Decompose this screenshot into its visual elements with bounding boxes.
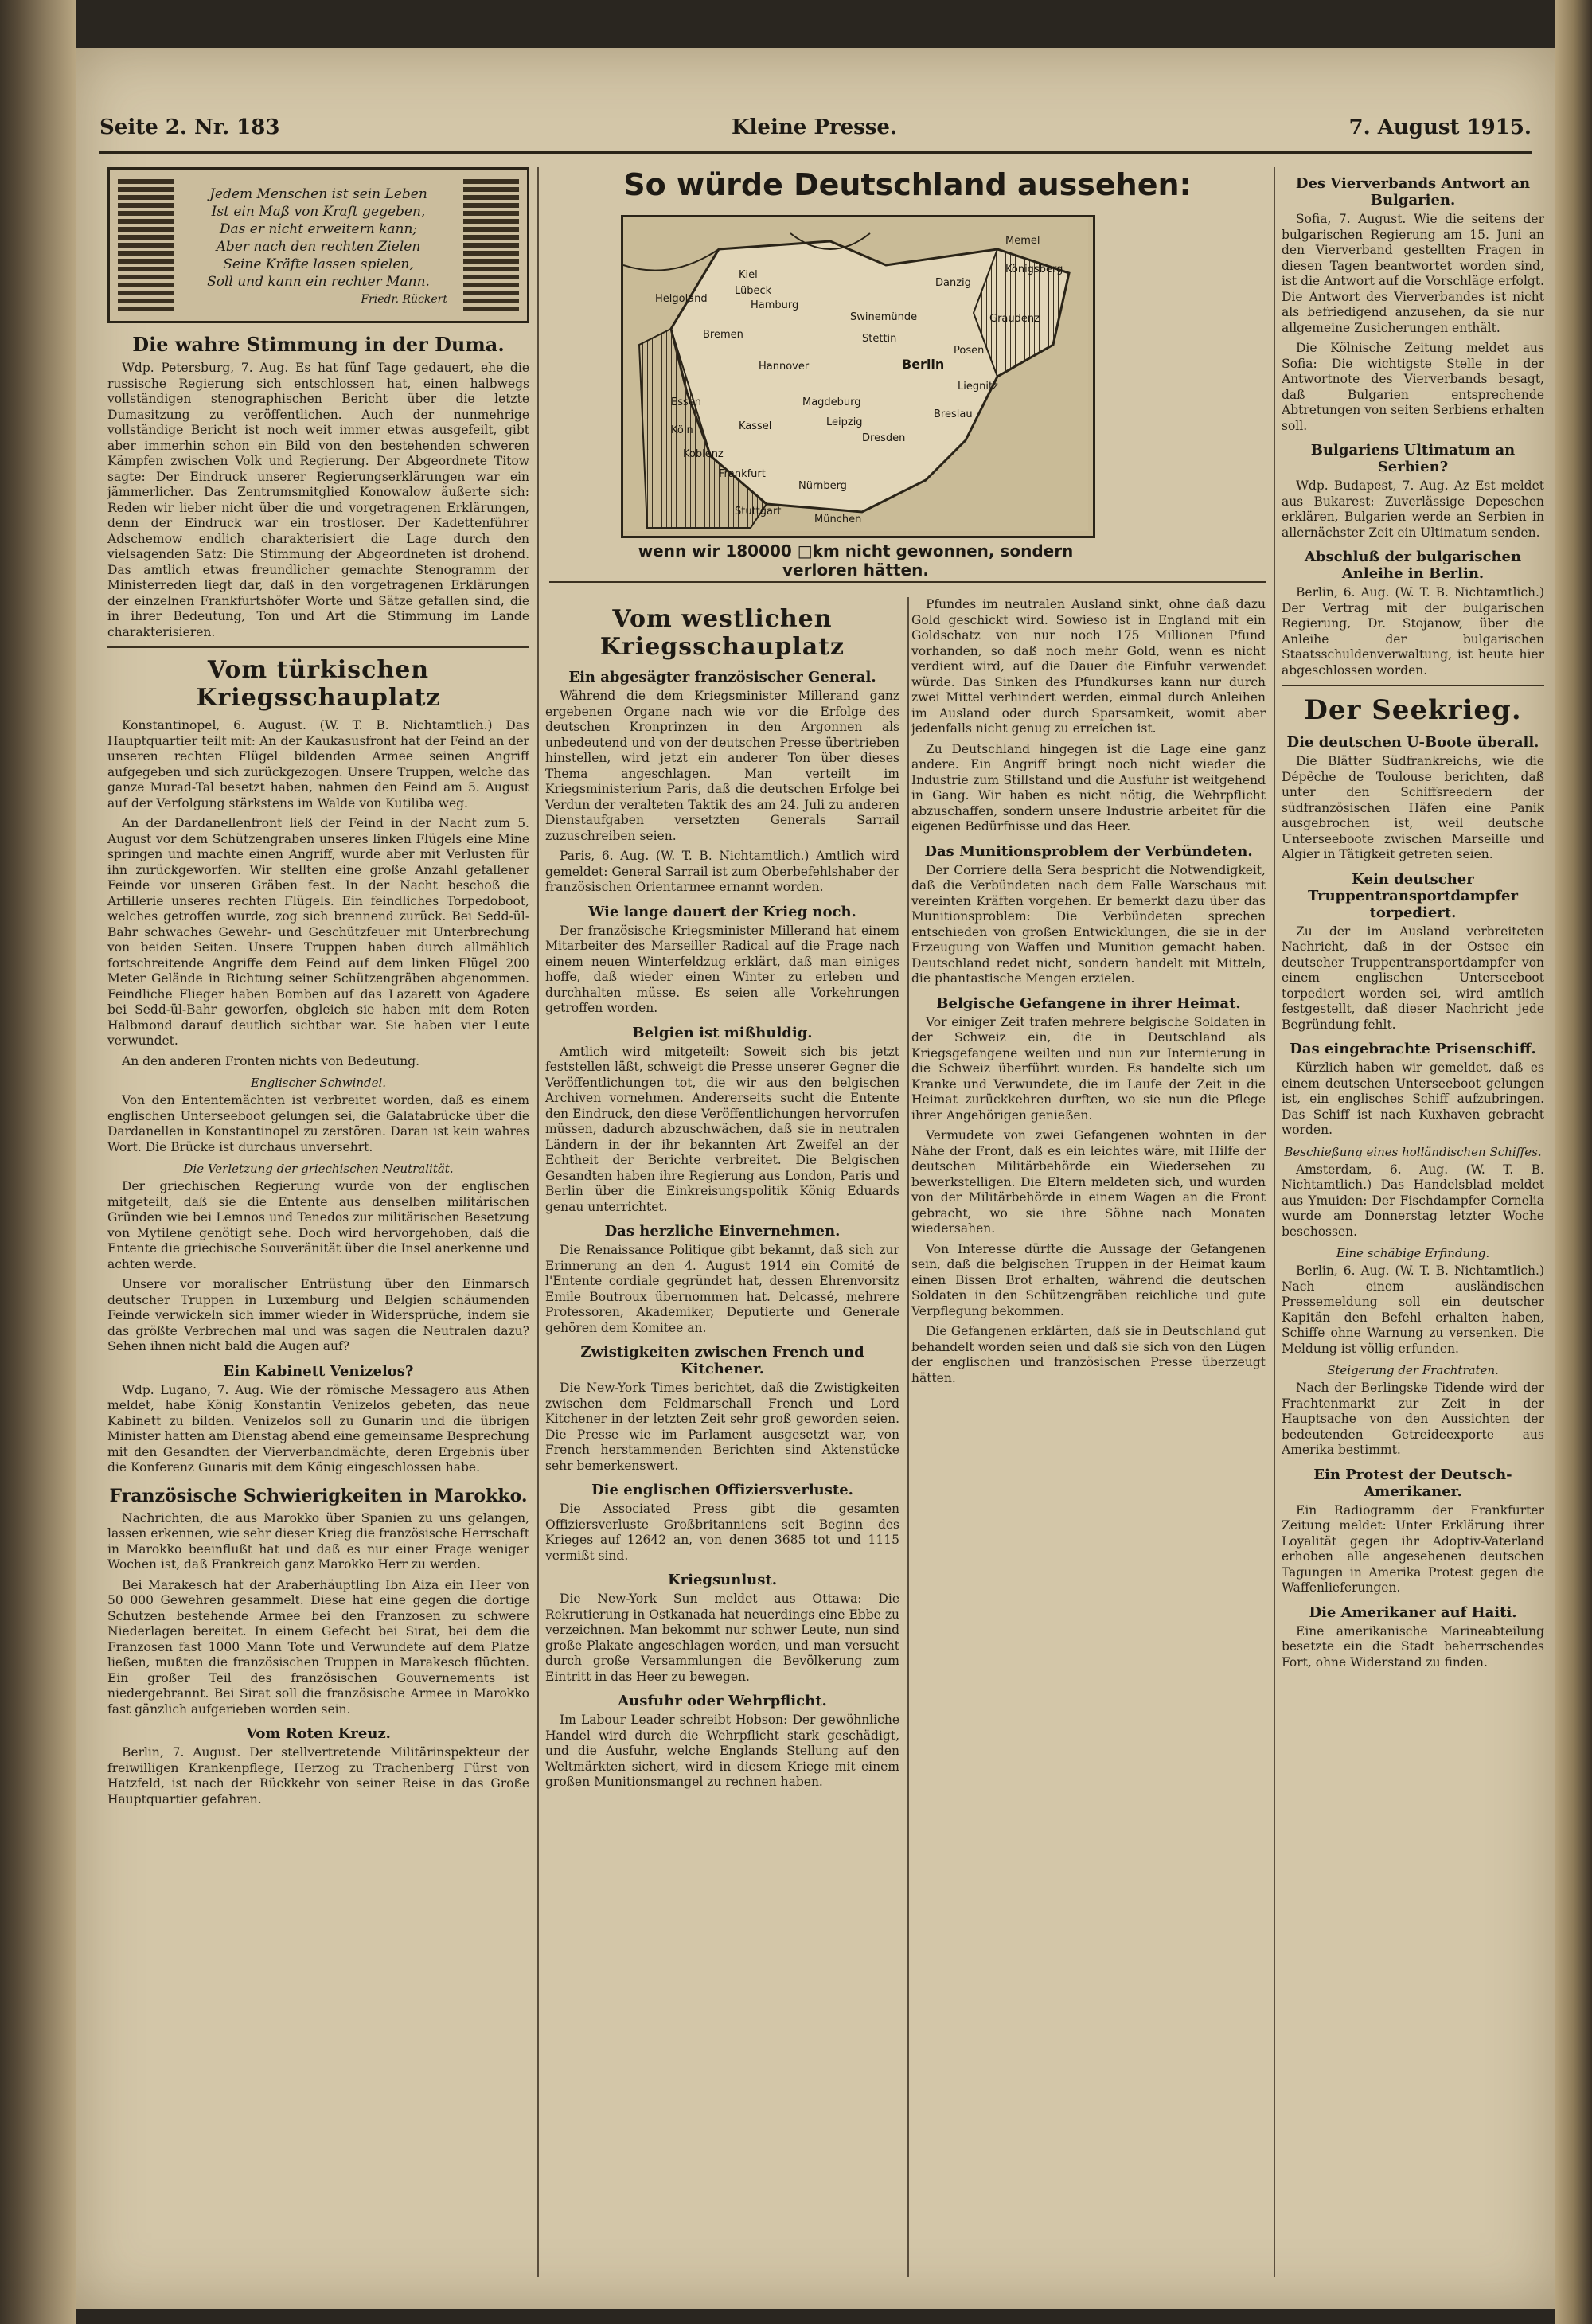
map-title: So würde Deutschland aussehen: — [623, 167, 1192, 202]
section-headline: Vom türkischen Kriegsschauplatz — [196, 656, 441, 712]
place-label: Berlin — [902, 357, 945, 372]
headline: Das eingebrachte Prisenschiff. — [1290, 1041, 1536, 1057]
place-label: Hamburg — [751, 299, 799, 311]
ornament-icon — [118, 176, 174, 311]
subheadline: Steigerung der Frachtraten. — [1327, 1363, 1499, 1377]
poem-box — [107, 167, 529, 323]
place-label: Memel — [1005, 235, 1040, 247]
article-text: Konstantinopel, 6. August. (W. T. B. Nichtamtlich.) Das Hauptquartier teilt mit: An der Kaukasusfront hat der Feind an der unseren rechten Flügel bildenden Armee seinen Angriff aufgegeben und sich zurückgezogen. Unsere Truppen, welche das ganze Murad-Tal besetzt haben, nahmen den Feind am 5. August auf der Verfolgung stärkstens im Walde von Kutiliba weg. — [107, 718, 529, 810]
subheadline: Beschießung eines holländischen Schiffes. — [1284, 1144, 1542, 1159]
section-headline: Der Seekrieg. — [1304, 694, 1522, 726]
article-text: Berlin, 6. Aug. (W. T. B. Nichtamtlich.) Der Vertrag mit der bulgarischen Regierung, Dr. Stojanow, über die Anleihe der bulgarischen Staatsschuldenverwaltung, ist heute hier abgeschlossen worden. — [1282, 585, 1544, 678]
place-label: Lübeck — [735, 285, 772, 297]
map-box — [549, 167, 1266, 583]
article-text: Zu der im Ausland verbreiteten Nachricht, daß in der Ostsee ein deutscher Truppentransportdampfer von einem englischen Unterseeboot torpediert worden sei, wird amtlich festgestellt, daß dieser Nachricht jede Begründung fehlt. — [1282, 924, 1544, 1032]
article-text: Wdp. Lugano, 7. Aug. Wie der römische Messagero aus Athen meldet, habe König Konstantin Venizelos gebeten, das neue Kabinett zu bilden. Venizelos soll zu Gunarin und die übrigen Minister hatten am Dienstag abend eine gemeinsame Besprechung mit den Gesandten der Vierverbandmächte, deren Ergebnis über die Konferenz Gunaris mit dem König eingeschlossen habe. — [107, 1382, 529, 1474]
headline: Das herzliche Einvernehmen. — [604, 1223, 841, 1240]
place-label: Leipzig — [826, 416, 863, 428]
ornament-icon — [463, 176, 519, 311]
place-label: Swinemünde — [850, 311, 918, 323]
article-text: Der französische Kriegsminister Millerand hat einem Mitarbeiter des Marseiller Radical auf die Frage nach einem neuen Winterfeldzug erklärt, daß man einiges hoffe, daß wieder einen Winter zu erleben und durchhalten müsse. Es seien alle Vorkehrungen getroffen worden. — [545, 923, 899, 1015]
headline: Die englischen Offiziersverluste. — [591, 1482, 853, 1498]
masthead — [100, 104, 1532, 154]
adjacent-page-edge — [1555, 0, 1592, 2324]
headline: Wie lange dauert der Krieg noch. — [588, 903, 856, 920]
divider — [1282, 685, 1544, 686]
article-text: Die New-York Sun meldet aus Ottawa: Die Rekrutierung in Ostkanada hat neuerdings eine Ebbe zu verzeichnen. Man bekommt nur schwer Leute, nun sind große Plakate angeschlagen worden, und man versucht durch große Versammlungen die Bevölkerung zum Eintritt in das Heer zu bewegen. — [545, 1592, 899, 1684]
article-text: Von Interesse dürfte die Aussage der Gefangenen sein, daß die belgischen Truppen in der Heimat kaum einen Bissen Brot erhalten, während die deutschen Soldaten in den Schützengräben reichliche und gute Verpflegung bekommen. — [911, 1241, 1266, 1318]
article-text: Die Renaissance Politique gibt bekannt, daß sich zur Erinnerung an den 4. August 1914 ein Comité de l'Entente cordiale gegründet hat, dessen Ehrenvorsitz Emile Boutroux übernommen hat. Delcassé, mehrere Professoren, Akademiker, Deputierte und Generale gehören dem Komitee an. — [545, 1243, 899, 1335]
issue-date: 7. August 1915. — [1348, 115, 1532, 139]
article-text: Unsere vor moralischer Entrüstung über den Einmarsch deutscher Truppen in Luxemburg und Belgien schäumenden Feinde verwickeln sich immer wieder in Widersprüche, indem sie das größte Verbrechen mal und was sagen die Neutralen dazu? Sehen ihnen nicht bald die Augen auf? — [107, 1277, 529, 1353]
headline: Ausfuhr oder Wehrpflicht. — [618, 1693, 827, 1709]
headline: Bulgariens Ultimatum an Serbien? — [1310, 442, 1516, 475]
article-text: Bei Marakesch hat der Araberhäuptling Ibn Aiza ein Heer von 50 000 Gewehren gesammelt. Diese hat eine gegen die dortige Schutzen bestehende Armee bei den Franzosen zu schwere Niederlagen bereitet. In einem Gefecht bei Sirat, bei dem die Franzosen fast 1000 Mann Tote und Verwundete auf dem Platze ließen, mußten die französischen Truppen in Marakesch flüchten. Ein großer Teil des französischen Gouvernements ist niedergebrannt. Bei Sirat soll die französische Armee in Marokko fast gänzlich aufgerieben worden sein. — [107, 1577, 529, 1717]
place-label: Danzig — [935, 277, 971, 289]
newspaper-title: Kleine Presse. — [731, 115, 898, 139]
headline: Belgien ist mißhuldig. — [632, 1024, 813, 1041]
article-text: Vermudete von zwei Gefangenen wohnten in der Nähe der Front, daß es ein leichtes wäre, mit Hilfe der deutschen Militärbehörde ein Wiedersehen zu bewerkstelligen. Die Eltern meldeten sich, und wurden von der Militärbehörde in einem Wagen an die Front gebracht, wo sie ihre Söhne nach Monaten wiedersahen. — [911, 1128, 1266, 1236]
article-text: Der Corriere della Sera bespricht die Notwendigkeit, daß die Verbündeten nach dem Falle Warschaus mit vereinten Kräften vorgehen. Er bemerkt dazu über das Munitionsproblem: Die Verbündeten sprechen entschieden von großen Entwicklungen, die sie in der Erzeugung von Waffen und Munition gemacht haben. Deutschland redet nicht, sondern handelt mit Mitteln, die phantastische Mengen erzielen. — [911, 862, 1266, 986]
article-text: Im Labour Leader schreibt Hobson: Der gewöhnliche Handel wird durch die Wehrpflicht stark geschädigt, und die Ausfuhr, welche Englands Stellung auf den Weltmärkten sichert, wird in diesem Kriege mit einem großen Munitionsmangel zu rechnen haben. — [545, 1713, 899, 1789]
article-text: Von den Ententemächten ist verbreitet worden, daß es einem englischen Unterseeboot gelungen sei, die Galatabrücke über die Dardanellen in Konstantinopel zu zerstören. Daran ist kein wahres Wort. Die Brücke ist durchaus unversehrt. — [107, 1093, 529, 1154]
place-label: Dresden — [862, 432, 906, 444]
article-text: Amtlich wird mitgeteilt: Soweit sich bis jetzt feststellen läßt, schweigt die Presse unserer Gegner die Veröffentlichungen tot, die wir aus den belgischen Archiven vornehmen. Andererseits sucht die Entente den Eindruck, den diese Veröffentlichungen hervorrufen müssen, dadurch abzuschwächen, daß sie in neutralen Ländern in der ihr bekannten Art Zweifel an der Echtheit der Berichte verbreitet. Die Belgischen Gesandten haben ihre Regierung aus London, Paris und Berlin über die Einkreisungspolitik König Eduards genau unterrichtet. — [545, 1044, 899, 1214]
place-label: Graudenz — [989, 313, 1040, 325]
place-label: Kiel — [739, 269, 758, 281]
subheadline: Englischer Schwindel. — [250, 1076, 387, 1090]
article-text: Sofia, 7. August. Wie die seitens der bulgarischen Regierung am 15. Juni an den Vierverband gestellten Fragen in diesen Tagen beantwortet worden sind, ist die Antwort auf die Vorschläge erfolgt. Die Antwort des Vierverbandes ist nicht als befriedigend anzusehen, da sie nur allgemeine Zusicherungen enthält. — [1282, 212, 1544, 335]
article-text: Nach der Berlingske Tidende wird der Frachtenmarkt zur Zeit in der Hauptsache von den Aussichten der bedeutenden Getreideexporte aus Amerika bestimmt. — [1282, 1381, 1544, 1457]
column-1 — [107, 167, 529, 2277]
article-text: Amsterdam, 6. Aug. (W. T. B. Nichtamtlich.) Das Handelsblad meldet aus Ymuiden: Der Fischdampfer Cornelia wurde am Donnerstag letzter Woche beschossen. — [1282, 1162, 1544, 1239]
map-section — [549, 167, 1266, 583]
headline: Französische Schwierigkeiten in Marokko. — [109, 1485, 528, 1506]
headline: Kein deutscher Truppentransportdampfer torpediert. — [1308, 870, 1518, 921]
article-text: Während die dem Kriegsminister Millerand ganz ergebenen Organe nach wie vor die Erfolge des deutschen Kronprinzen in den Argonnen als unbedeutend und von der deutschen Presse übertrieben hinstellen, wird jetzt ein anderer Ton über dieses Thema angeschlagen. Man verteilt im Kriegsministerium Paris, daß die deutschen Erfolge bei Verdun der veralteten Taktik des am 24. Juli zu anderen Dienstaufgaben versetzten Generals Sarrail zuzuschreiben seien. — [545, 689, 899, 843]
article-text: An der Dardanellenfront ließ der Feind in der Nacht zum 5. August vor dem Schützengraben unseres linken Flügels eine Mine springen und machte einen Angriff, wurde aber mit Verlusten für ihn zurückgeworfen. Wir stellten eine große Anzahl gefallener Feinde vor unseren Gräben fest. In der Nacht beschoß die Artillerie unseres rechten Flügels. Ein feindliches Torpedoboot, welches getroffen wurde, zog sich brennend zurück. Bei Sedd-ül-Bahr schwaches Gewehr- und Geschützfeuer mit Unterbrechung von beiden Seiten. Unsere Truppen haben durch allmählich fortschreitende Angriffe dem Feind auf dem linken Flügel 200 Meter Gelände in Richtung seiner Schützengräben abgenommen. Feindliche Flieger haben Bomben auf das Lazarett von Agadere bei Sedd-ül-Bahr geworfen, obgleich sie haben mit dem Roten Halbmond darauf deutlich sichtbar war. Sie haben vier Leute verwundet. — [107, 816, 529, 1048]
place-label: Köln — [671, 424, 693, 436]
article-text: Ein Radiogramm der Frankfurter Zeitung meldet: Unter Erklärung ihrer Loyalität gegen ihr Adoptiv-Vaterland erhoben alle angesehenen deutschen Tagungen in Amerika Protest gegen die Waffenlieferungen. — [1282, 1502, 1544, 1595]
article-text: Berlin, 7. August. Der stellvertretende Militärinspekteur der freiwilligen Krankenpflege, Herzog zu Trachenberg Fürst von Hatzfeld, ist nach der Rückkehr von seiner Reise in das Große Hauptquartier gefahren. — [107, 1745, 529, 1806]
article-text: Paris, 6. Aug. (W. T. B. Nichtamtlich.) Amtlich wird gemeldet: General Sarrail ist zum Oberbefehlshaber der französischen Orientarmee ernannt worden. — [545, 849, 899, 894]
article-text: Die Kölnische Zeitung meldet aus Sofia: Die wichtigste Stelle in der Antwortnote des Vierverbands besagt, daß Bulgarien entsprechende Abtretungen von seiten Serbiens erhalten soll. — [1282, 341, 1544, 433]
place-label: Bremen — [703, 329, 743, 341]
article-text: Vor einiger Zeit trafen mehrere belgische Soldaten in der Schweiz ein, die in Deutschland als Kriegsgefangene weilten und nun zur Internierung in die Schweiz überführt wurden. Es handelte sich um Kranke und Verwundete, die im Laufe der Zeit in die Heimat zurückkehren durften, wo sie nun die Pflege ihrer Angehörigen genießen. — [911, 1014, 1266, 1123]
poem-author: Friedr. Rückert — [361, 293, 447, 306]
article-text: An den anderen Fronten nichts von Bedeutung. — [122, 1053, 420, 1068]
place-label: Stuttgart — [735, 506, 782, 518]
germany-map — [621, 215, 1095, 538]
article-text: Zu Deutschland hingegen ist die Lage eine ganz andere. Ein Angriff bringt noch nicht wieder die Industrie zum Stillstand und die Ausfuhr ist weitgehend in Gang. Wir haben es nicht nötig, die Wehrpflicht abzuschaffen, sondern unsere Industrie arbeitet für die eigenen Bedürfnisse und das Heer. — [911, 741, 1266, 834]
place-label: Nürnberg — [798, 480, 847, 492]
headline: Kriegsunlust. — [668, 1572, 777, 1588]
column-rule — [1274, 167, 1275, 2277]
article-text: Wdp. Petersburg, 7. Aug. Es hat fünf Tage gedauert, ehe die russische Regierung sich entschlossen hat, einen halbwegs vollständigen stenographischen Bericht über die letzte Dumasitzung zu veröffentlichen. Auch der nunmehrige vollständige Bericht ist noch weit immer etwas ausgefeilt, gibt aber immerhin schon ein Bild von den bestehenden schweren Kämpfen zwischen Volk und Regierung. Der Abgeordnete Titow sagte: Der Eindruck unserer Regierungserklärungen war ein jämmerlicher. Das Zentrumsmitglied Konowalow äußerte sich: Reden wir lieber nicht über die und vorgetragenen Erklärungen, denn der Eindruck war ein trostloser. Der Kadettenführer Adschemow endlich charakterisiert die Lage durch den vielsagenden Satz: Die Stimmung der Abgeordneten ist drohend. Das amtlich etwas freundlicher gemachte Stenogramm der Ministerreden liegt dar, daß in den vorgetragenen Erklärungen der einzelnen Frankfurtshöfer Worte und Sätze gefallen sind, die in ihrer Bedeutung, Ton und Art die Stimmung im Lande charakterisieren. — [107, 361, 529, 639]
headline: Vom Roten Kreuz. — [246, 1725, 391, 1742]
article-text: Die Blätter Südfrankreichs, wie die Dépêche de Toulouse berichten, daß unter den Schiffsreedern der südfranzösischen Häfen eine Panik ausgebrochen ist, weil deutsche Unterseeboote zwischen Marseille und Algier in Tätigkeit getreten seien. — [1282, 754, 1544, 861]
article-text: Nachrichten, die aus Marokko über Spanien zu uns gelangen, lassen erkennen, wie sehr dieser Krieg die französische Herrschaft in Marokko beeinflußt hat und daß es nur einer Frage weniger Wochen ist, daß Frankreich ganz Marokko Herr zu werden. — [107, 1510, 529, 1572]
poem-verse: Jedem Menschen ist sein Leben Ist ein Maß von Kraft gegeben, Das er nicht erweitern kann; Aber nach den rechten Zielen Seine Kräfte lassen spielen, Soll und kann ein rechter Mann. Friedr. Rückert — [189, 186, 447, 308]
headline: Das Munitionsproblem der Verbündeten. — [924, 842, 1253, 860]
place-label: Stettin — [862, 333, 897, 345]
headline: Ein Protest der Deutsch-Amerikaner. — [1313, 1466, 1512, 1500]
column-4 — [1282, 167, 1544, 2277]
place-label: Königsberg — [1005, 264, 1063, 275]
headline: Ein Kabinett Venizelos? — [223, 1362, 414, 1380]
place-label: Hannover — [759, 361, 810, 373]
column-2 — [545, 597, 899, 2277]
page-number: Seite 2. Nr. 183 — [100, 115, 280, 139]
place-label: Essen — [671, 396, 701, 408]
headline: Abschluß der bulgarischen Anleihe in Berlin. — [1304, 549, 1522, 582]
article-text: Kürzlich haben wir gemeldet, daß es einem deutschen Unterseeboot gelungen ist, ein englisches Schiff aufzubringen. Das Schiff ist nach Kuxhaven gebracht worden. — [1282, 1060, 1544, 1137]
place-label: München — [814, 514, 862, 525]
article-text: Pfundes im neutralen Ausland sinkt, ohne daß dazu Gold geschickt wird. Sowieso ist in England mit ein Goldschatz von nur noch 175 Millionen Pfund vorhanden, so daß noch mehr Gold, wenn es nicht verdient wird, auf die Dauer die Einfuhr verwendet würde. Das Sinken des Pfundkurses kann nur durch zwei Mittel verhindert werden, einmal durch Anleihen im Ausland oder durch Sparsamkeit, womit aber jedenfalls nicht genug zu erreichen ist. — [911, 597, 1266, 736]
headline: Des Vierverbands Antwort an Bulgarien. — [1295, 175, 1531, 209]
article-text: Wdp. Budapest, 7. Aug. Az Est meldet aus Bukarest: Zuverlässige Depeschen erklären, Bulgarien werde an Serbien in allernächster Zeit ein Ultimatum senden. — [1282, 478, 1544, 540]
place-label: Koblenz — [683, 448, 724, 460]
article-text: Die Gefangenen erklärten, daß sie in Deutschland gut behandelt worden seien und daß sie sich von den Lügen der englischen und französischen Presse überzeugt hätten. — [911, 1324, 1266, 1385]
column-rule — [537, 167, 539, 2277]
divider — [107, 646, 529, 648]
headline: Die wahre Stimmung in der Duma. — [132, 333, 505, 356]
place-label: Frankfurt — [719, 468, 766, 480]
headline: Die deutschen U-Boote überall. — [1286, 734, 1539, 751]
place-label: Breslau — [934, 408, 973, 420]
article-text: Die Associated Press gibt die gesamten Offiziersverluste Großbritanniens seit Beginn des Krieges auf 12642 an, von denen 3685 tot und 1115 vermißt sind. — [545, 1502, 899, 1563]
headline: Belgische Gefangene in ihrer Heimat. — [936, 994, 1241, 1012]
place-label: Kassel — [739, 420, 772, 432]
headline: Zwistigkeiten zwischen French und Kitchener. — [580, 1344, 864, 1377]
column-rule — [907, 597, 909, 2277]
subheadline: Eine schäbige Erfindung. — [1336, 1246, 1490, 1260]
book-binding — [0, 0, 76, 2324]
newspaper-page — [76, 48, 1555, 2309]
article-text: Die New-York Times berichtet, daß die Zwistigkeiten zwischen dem Feldmarschall French und Lord Kitchener in der letzten Zeit sehr groß geworden seien. Die Presse wie im Parlament ausgesetzt war, von French herstammenden Berichten sind Aktenstücke sehr bemerkenswert. — [545, 1381, 899, 1473]
headline: Ein abgesägter französischer General. — [568, 669, 876, 685]
place-label: Posen — [954, 345, 985, 357]
section-headline: Vom westlichen Kriegsschauplatz — [599, 605, 845, 661]
place-label: Magdeburg — [802, 396, 861, 408]
map-caption: wenn wir 180000 □km nicht gewonnen, sondern verloren hätten. — [638, 541, 1074, 580]
article-text: Der griechischen Regierung wurde von der englischen mitgeteilt, daß sie die Entente aus denselben militärischen Gründen wie bei Lemnos und Tenedos zur militärischen Besetzung von Mytilene genötigt sehe. Doch wird hervorgehoben, daß die Entente die griechische Souveränität über die Insel anerkenne und achten werde. — [107, 1179, 529, 1271]
column-3 — [911, 597, 1266, 2277]
article-text: Eine amerikanische Marineabteilung besetzte ein die Stadt beherrschendes Fort, ohne Widerstand zu finden. — [1282, 1623, 1544, 1670]
place-label: Helgoland — [655, 293, 708, 305]
headline: Die Amerikaner auf Haiti. — [1309, 1603, 1517, 1621]
place-label: Liegnitz — [958, 381, 998, 393]
subheadline: Die Verletzung der griechischen Neutralität. — [183, 1162, 454, 1176]
article-text: Berlin, 6. Aug. (W. T. B. Nichtamtlich.) Nach einem ausländischen Pressemeldung soll ein deutscher Kapitän den Befehl erhalten haben, Schiffe ohne Warnung zu versenken. Die Meldung ist völlig erfunden. — [1282, 1264, 1544, 1356]
